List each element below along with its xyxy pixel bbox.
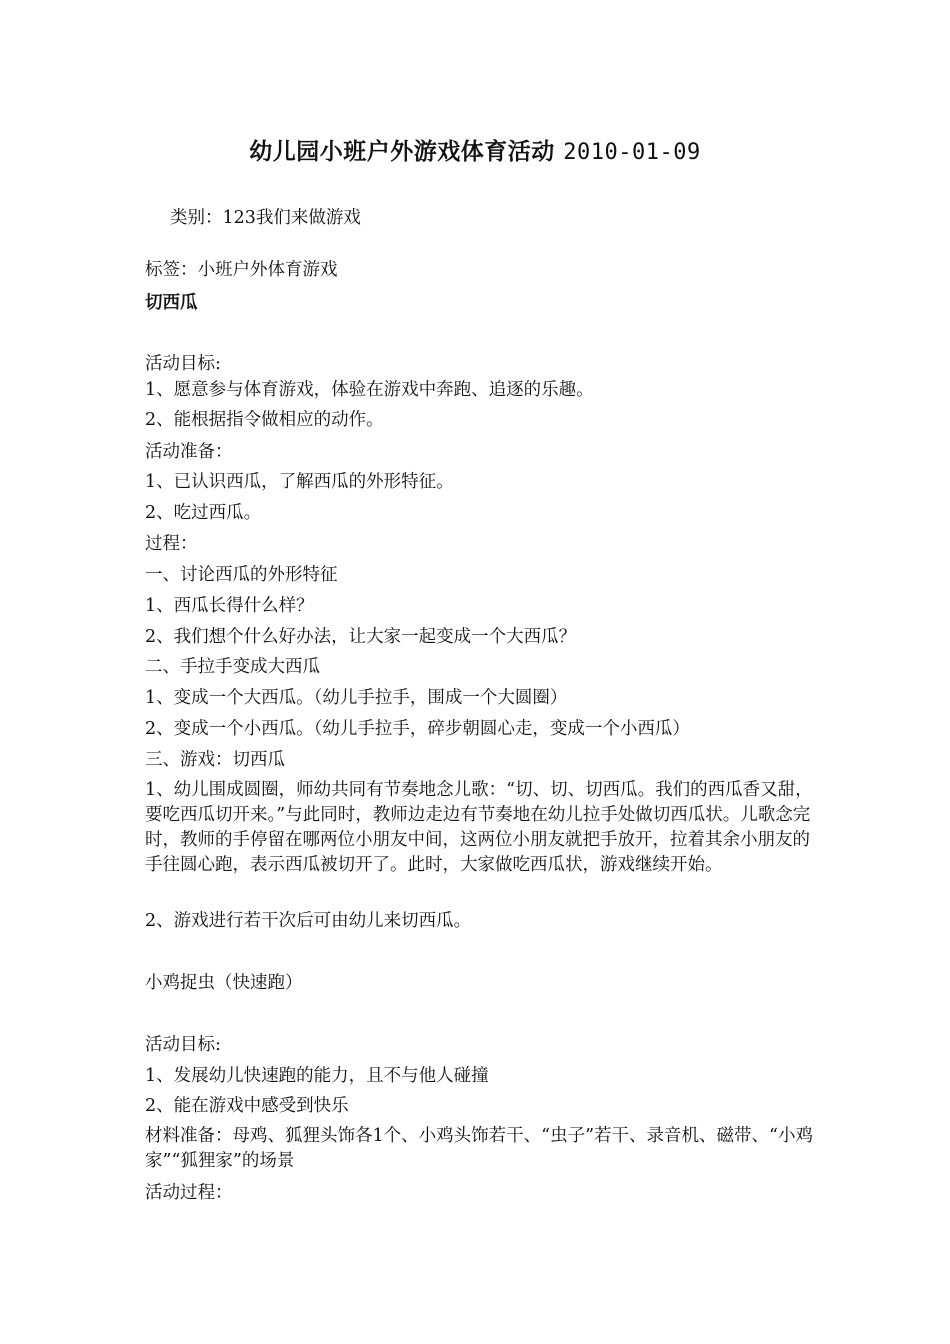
section1-title: 切西瓜 [145,293,198,313]
s1-prep-1: 1、已认识西瓜，了解西瓜的外形特征。 [145,472,454,492]
title-date: 2010-01-09 [563,140,701,165]
s1-step-3: 三、游戏：切西瓜 [145,750,285,770]
s1-step-1b: 2、我们想个什么好办法，让大家一起变成一个大西瓜？ [145,627,577,647]
s1-step-2b: 2、变成一个小西瓜。（幼儿手拉手，碎步朝圆心走，变成一个小西瓜） [145,719,690,739]
s1-prep-heading: 活动准备： [145,442,233,462]
s1-step-2: 二、手拉手变成大西瓜 [145,657,320,677]
title-main: 幼儿园小班户外游戏体育活动 [249,138,555,165]
s1-prep-2: 2、吃过西瓜。 [145,503,262,523]
s1-step-3a: 1、幼儿围成圆圈，师幼共同有节奏地念儿歌：“切、切、切西瓜。我们的西瓜香又甜，要吃西瓜切开来。”与此同时，教师边走边有节奏地在幼儿拉手处做切西瓜状。儿歌念完时，教师的手停留在哪两位小朋友中间，这两位小朋友就把手放开，拉着其余小朋友的手往圆心跑，表示西瓜被切开了。此时，大家做吃西瓜状，游戏继续开始。 [145,780,813,875]
s1-goal-heading: 活动目标: [145,354,221,374]
s2-goal-heading: 活动目标: [145,1035,221,1055]
s1-step-3b: 2、游戏进行若干次后可由幼儿来切西瓜。 [145,911,472,931]
s1-goal-1: 1、愿意参与体育游戏，体验在游戏中奔跑、追逐的乐趣。 [145,380,594,400]
s1-step-2a: 1、变成一个大西瓜。（幼儿手拉手，围成一个大圆圈） [145,688,568,708]
s1-process-heading: 过程： [145,534,198,554]
s1-goal-2: 2、能根据指令做相应的动作。 [145,410,384,430]
section2-title: 小鸡捉虫（快速跑） [145,973,303,993]
category-line: 类别：123我们来做游戏 [170,208,361,228]
s2-process-heading: 活动过程： [145,1183,233,1203]
document-title [0,137,950,168]
s1-step-1: 一、讨论西瓜的外形特征 [145,565,338,585]
s2-materials: 材料准备：母鸡、狐狸头饰各1个、小鸡头饰若干、“虫子”若干、录音机、磁带、“小鸡家”“狐狸家”的场景 [145,1126,813,1171]
s2-goal-1: 1、发展幼儿快速跑的能力，且不与他人碰撞 [145,1066,489,1086]
tags-line: 标签：小班户外体育游戏 [145,260,338,280]
s1-step-1a: 1、西瓜长得什么样？ [145,596,314,616]
s2-goal-2: 2、能在游戏中感受到快乐 [145,1096,349,1116]
